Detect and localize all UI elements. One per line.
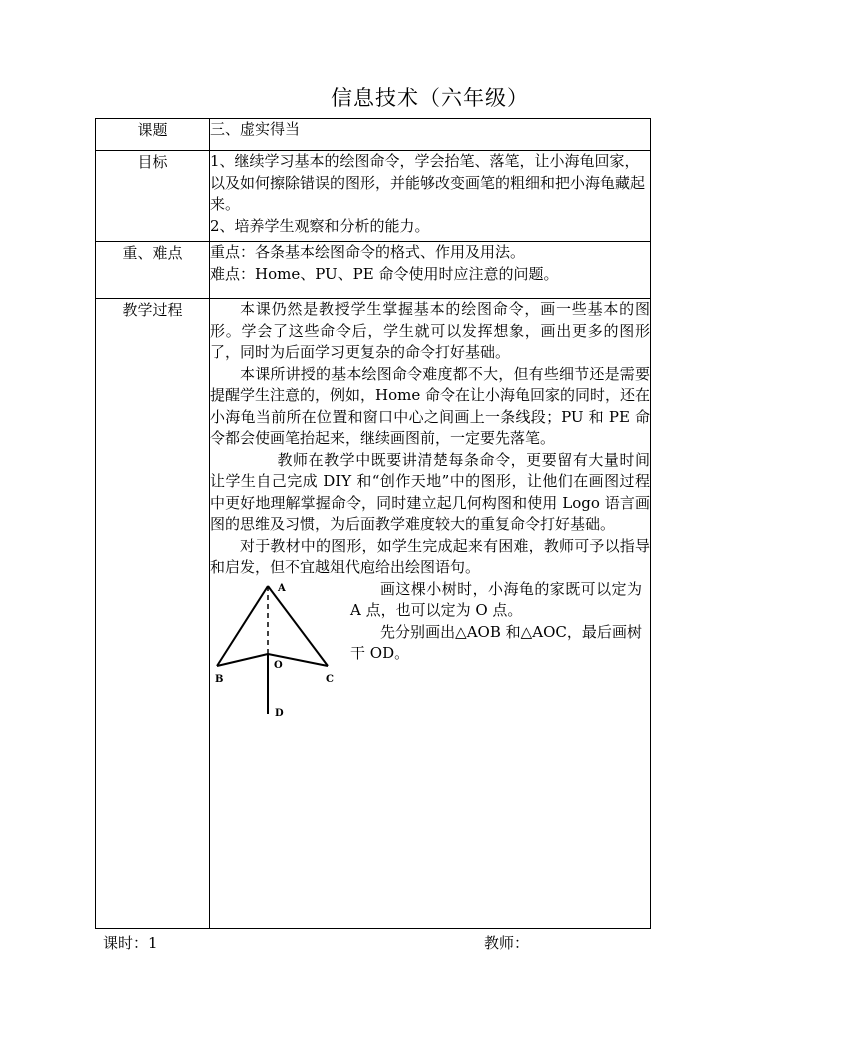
goal-content: [210, 151, 651, 242]
process-row: [96, 299, 651, 929]
tree-description: [350, 579, 642, 665]
teacher-field: 教师：: [484, 934, 530, 952]
process-paragraph-2: 本课所讲授的基本绘图命令难度都不大，但有些细节还是需要提醒学生注意的，例如，Home 命令在让小海龟回家的同时，还在小海龟当前所在位置和窗口中心之间画上一条线段；PU 和 PE 命令都会使画笔抬起来，继续画图前，一定要先落笔。: [210, 364, 650, 447]
label-a: A: [278, 582, 286, 594]
page-title: 信息技术（六年级）: [331, 86, 529, 110]
goal-row: [96, 151, 651, 242]
process-paragraph-4: 对于教材中的图形，如学生完成起来有困难，教师可予以指导和启发，但不宜越俎代庖给出绘图语句。: [210, 536, 650, 576]
goal-item-1: 1、继续学习基本的绘图命令，学会抬笔、落笔，让小海龟回家，以及如何擦除错误的图形，并能够改变画笔的粗细和把小海龟藏起来。: [210, 152, 646, 213]
tree-text-2: 先分别画出△AOB 和△AOC，最后画树干 OD。: [350, 622, 642, 662]
process-label: 教学过程: [96, 299, 210, 929]
label-o: O: [274, 659, 283, 671]
focus-text: 重点：各条基本绘图命令的格式、作用及用法。: [210, 243, 526, 261]
goal-item-2: 2、培养学生观察和分析的能力。: [210, 216, 430, 235]
tree-text-1: 画这棵小树时，小海龟的家既可以定为 A 点，也可以定为 O 点。: [350, 579, 642, 619]
tree-figure-block: [210, 579, 650, 734]
process-content: [210, 299, 651, 929]
line-a-b: [217, 586, 268, 666]
label-b: B: [215, 673, 224, 685]
line-a-c: [268, 586, 328, 666]
lesson-plan-table: [95, 118, 651, 929]
topic-row: [96, 119, 651, 151]
label-d: D: [275, 707, 284, 719]
key-points-label: 重、难点: [96, 242, 210, 299]
process-paragraph-3: 教师在教学中既要讲清楚每条命令，更要留有大量时间让学生自己完成 DIY 和“创作天地”中的图形，让他们在画图过程中更好地理解掌握命令，同时建立起几何构图和使用 Logo 语言画图的思维及习惯，为后面教学难度较大的重复命令打好基础。: [210, 450, 650, 533]
difficulty-text: 难点：Home、PU、PE 命令使用时应注意的问题。: [210, 264, 559, 283]
key-points-content: [210, 242, 651, 299]
class-hours: 课时：1: [103, 934, 158, 952]
label-c: C: [326, 673, 334, 685]
topic-content: 三、虚实得当: [210, 119, 651, 151]
goal-label: 目标: [96, 151, 210, 242]
tree-diagram: [215, 581, 340, 731]
process-paragraph-1: 本课仍然是教授学生掌握基本的绘图命令，画一些基本的图形。学会了这些命令后，学生就可以发挥想象，画出更多的图形了，同时为后面学习更复杂的命令打好基础。: [210, 300, 650, 361]
key-points-row: [96, 242, 651, 299]
topic-label: 课题: [96, 119, 210, 151]
